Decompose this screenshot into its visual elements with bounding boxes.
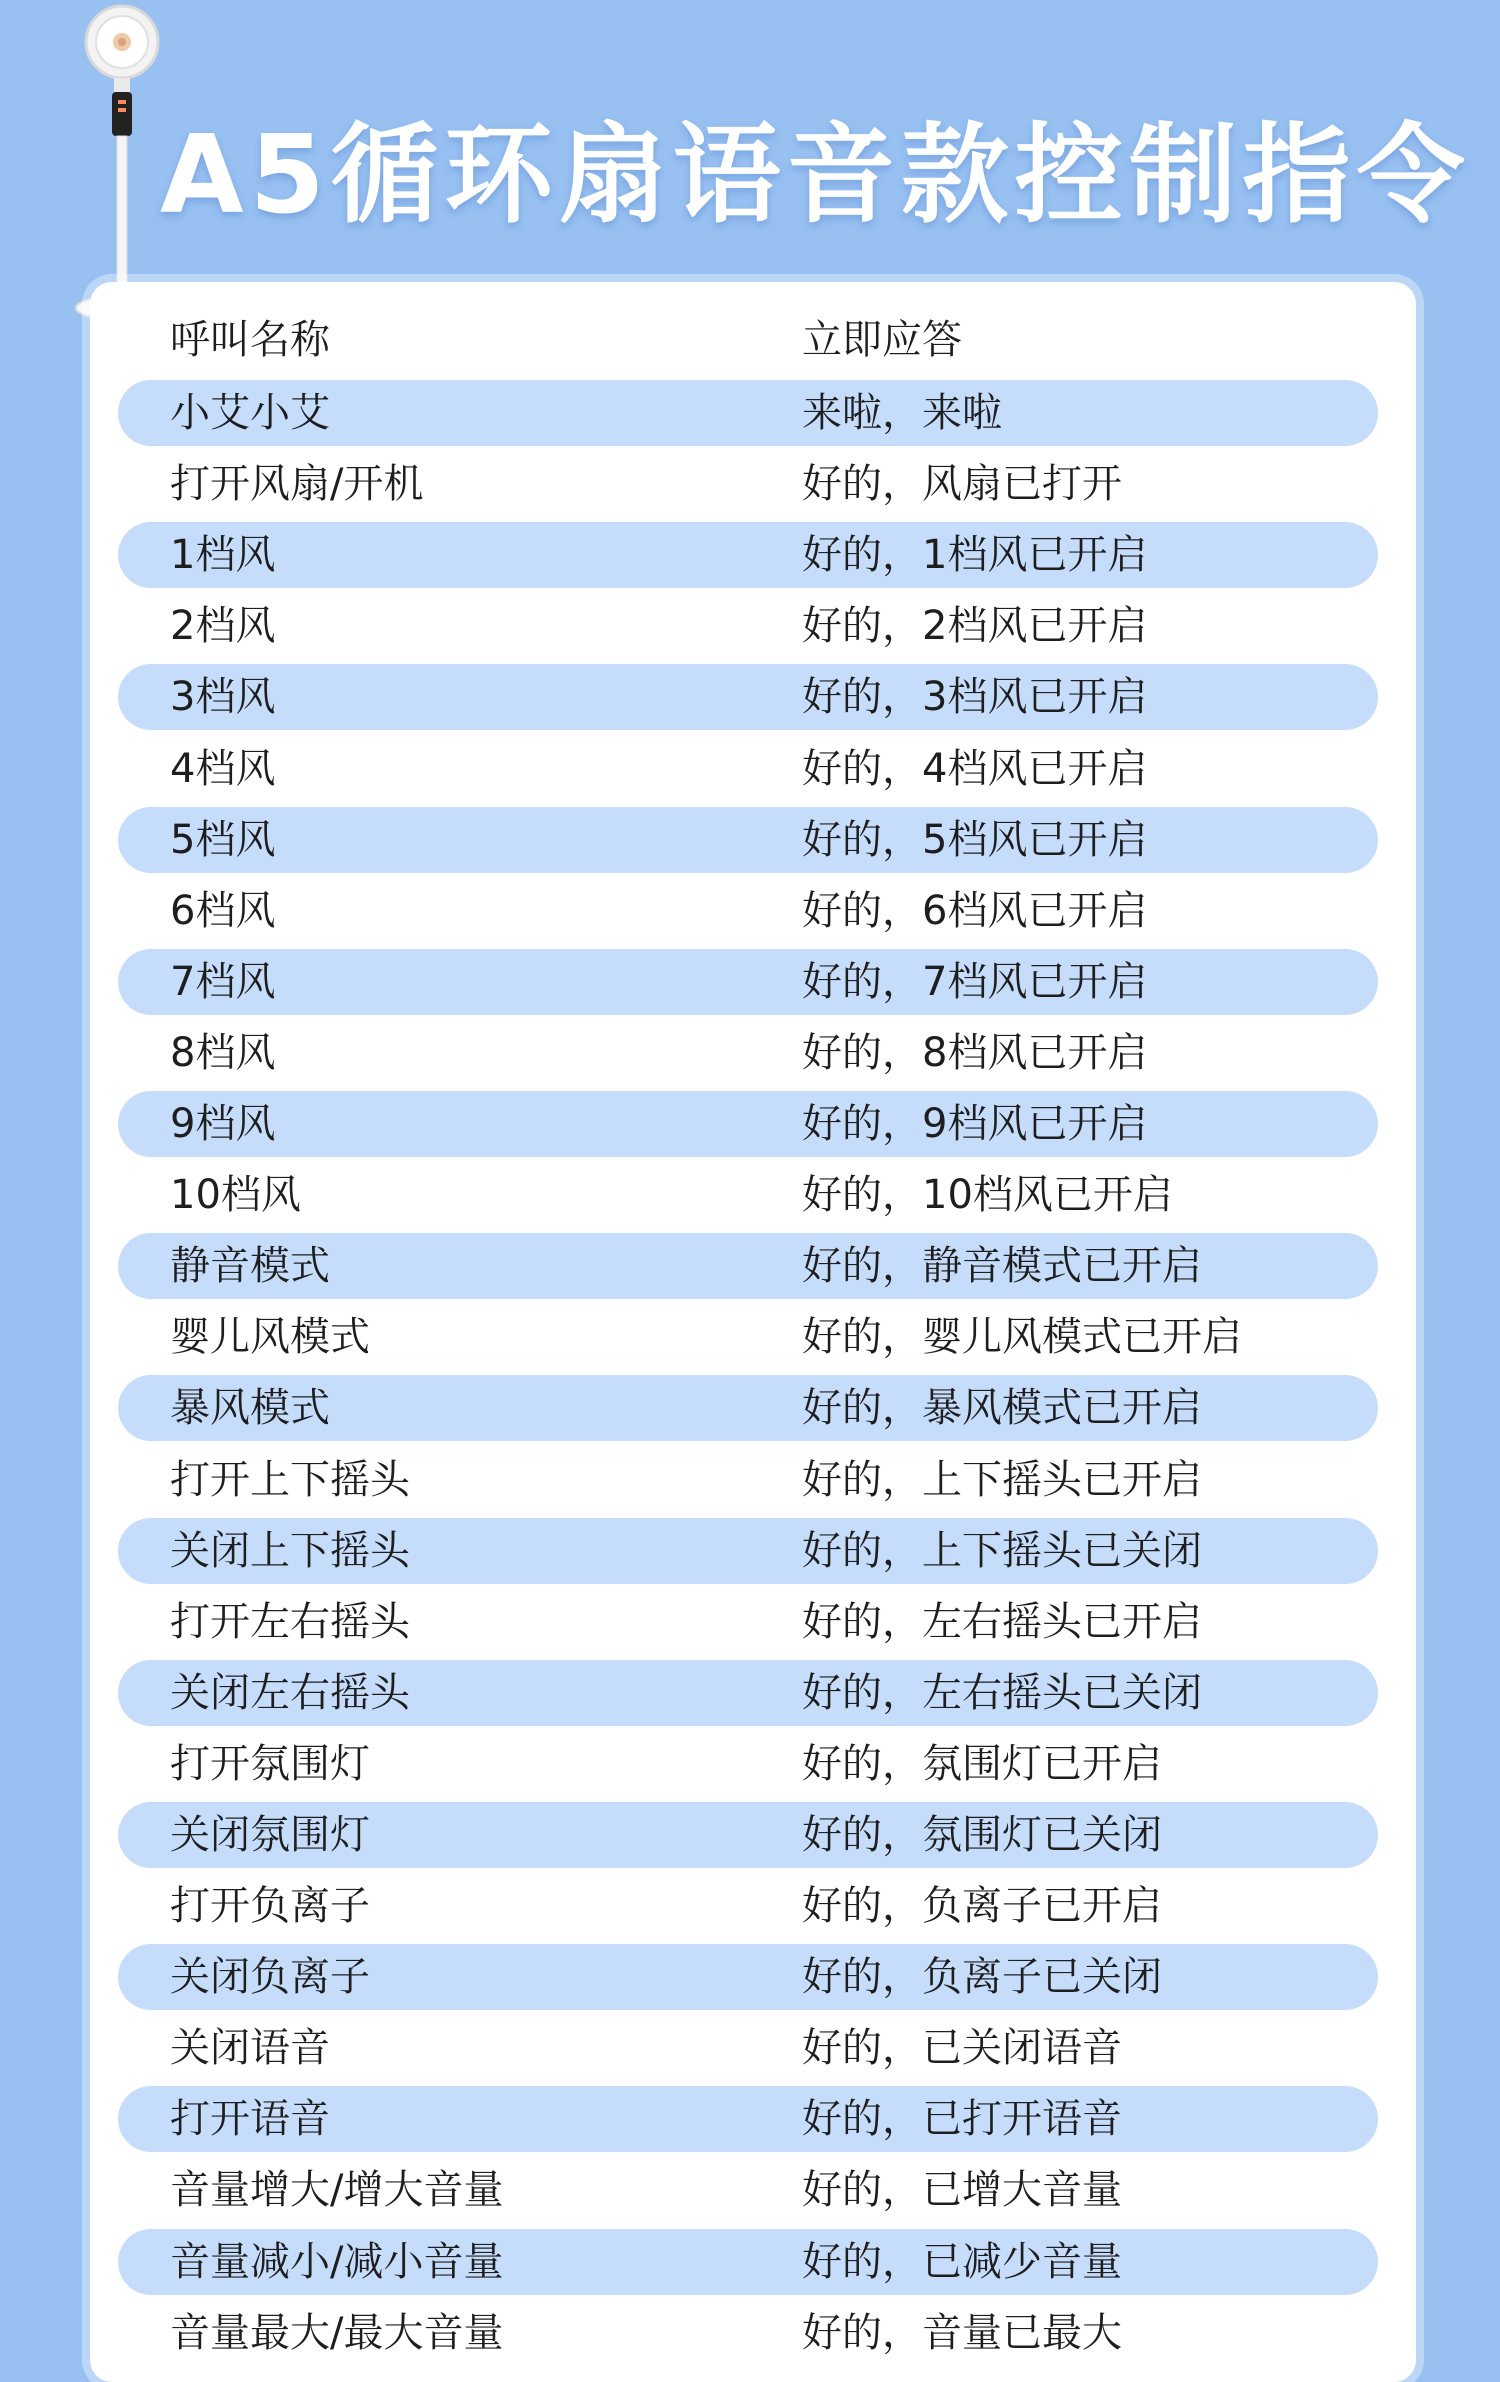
table-row bbox=[118, 2300, 1378, 2366]
command-cell: 小艾小艾 bbox=[170, 390, 330, 436]
response-cell: 好的，4档风已开启 bbox=[802, 746, 1148, 792]
table-row bbox=[118, 451, 1378, 517]
command-cell: 打开风扇/开机 bbox=[170, 461, 424, 507]
response-cell: 好的，6档风已开启 bbox=[802, 888, 1148, 934]
table-row bbox=[118, 2015, 1378, 2081]
column-header-response: 立即应答 bbox=[802, 317, 962, 363]
command-cell: 打开语音 bbox=[170, 2096, 330, 2142]
response-cell: 好的，9档风已开启 bbox=[802, 1101, 1148, 1147]
table-row bbox=[118, 1873, 1378, 1939]
response-cell: 好的，音量已最大 bbox=[802, 2310, 1122, 2356]
command-cell: 9档风 bbox=[170, 1101, 276, 1147]
response-cell: 好的，静音模式已开启 bbox=[802, 1243, 1202, 1289]
command-cell: 打开上下摇头 bbox=[170, 1457, 410, 1503]
table-row bbox=[118, 2229, 1378, 2295]
response-cell: 好的，3档风已开启 bbox=[802, 674, 1148, 720]
command-cell: 打开负离子 bbox=[170, 1883, 370, 1929]
table-row bbox=[118, 1944, 1378, 2010]
table-row bbox=[118, 664, 1378, 730]
command-cell: 打开左右摇头 bbox=[170, 1599, 410, 1645]
table-row bbox=[118, 949, 1378, 1015]
table-row bbox=[118, 1233, 1378, 1299]
response-cell: 好的，2档风已开启 bbox=[802, 603, 1148, 649]
command-cell: 关闭语音 bbox=[170, 2025, 330, 2071]
table-row bbox=[118, 1518, 1378, 1584]
table-row bbox=[118, 807, 1378, 873]
page-title: A5循环扇语音款控制指令 bbox=[160, 113, 1471, 238]
table-row bbox=[118, 1731, 1378, 1797]
response-cell: 好的，暴风模式已开启 bbox=[802, 1385, 1202, 1431]
table-row bbox=[118, 1802, 1378, 1868]
table-row bbox=[118, 380, 1378, 446]
command-cell: 音量最大/最大音量 bbox=[170, 2310, 504, 2356]
command-cell: 静音模式 bbox=[170, 1243, 330, 1289]
response-cell: 好的，已增大音量 bbox=[802, 2167, 1122, 2213]
command-cell: 5档风 bbox=[170, 817, 276, 863]
response-cell: 好的，5档风已开启 bbox=[802, 817, 1148, 863]
table-header bbox=[90, 310, 1416, 370]
table-row bbox=[118, 2157, 1378, 2223]
table-row bbox=[118, 593, 1378, 659]
command-cell: 3档风 bbox=[170, 674, 276, 720]
command-cell: 音量减小/减小音量 bbox=[170, 2239, 504, 2285]
command-cell: 10档风 bbox=[170, 1172, 301, 1218]
response-cell: 好的，氛围灯已关闭 bbox=[802, 1812, 1162, 1858]
response-cell: 好的，1档风已开启 bbox=[802, 532, 1148, 578]
table-row bbox=[118, 1447, 1378, 1513]
command-cell: 1档风 bbox=[170, 532, 276, 578]
table-row bbox=[118, 1660, 1378, 1726]
table-row bbox=[118, 878, 1378, 944]
response-cell: 好的，已关闭语音 bbox=[802, 2025, 1122, 2071]
table-row bbox=[118, 1589, 1378, 1655]
response-cell: 好的，上下摇头已开启 bbox=[802, 1457, 1202, 1503]
command-cell: 关闭左右摇头 bbox=[170, 1670, 410, 1716]
response-cell: 好的，已打开语音 bbox=[802, 2096, 1122, 2142]
response-cell: 好的，已减少音量 bbox=[802, 2239, 1122, 2285]
response-cell: 好的，婴儿风模式已开启 bbox=[802, 1314, 1242, 1360]
command-cell: 关闭上下摇头 bbox=[170, 1528, 410, 1574]
command-cell: 音量增大/增大音量 bbox=[170, 2167, 504, 2213]
table-row bbox=[118, 1304, 1378, 1370]
column-header-command: 呼叫名称 bbox=[170, 317, 330, 363]
table-row bbox=[118, 1375, 1378, 1441]
command-cell: 2档风 bbox=[170, 603, 276, 649]
command-table bbox=[90, 282, 1416, 2382]
command-cell: 关闭氛围灯 bbox=[170, 1812, 370, 1858]
response-cell: 来啦，来啦 bbox=[802, 390, 1002, 436]
table-row bbox=[118, 736, 1378, 802]
table-row bbox=[118, 1020, 1378, 1086]
command-cell: 婴儿风模式 bbox=[170, 1314, 370, 1360]
response-cell: 好的，10档风已开启 bbox=[802, 1172, 1173, 1218]
fan-illustration bbox=[72, 0, 172, 330]
table-row bbox=[118, 1162, 1378, 1228]
table-row bbox=[118, 2086, 1378, 2152]
response-cell: 好的，左右摇头已关闭 bbox=[802, 1670, 1202, 1716]
response-cell: 好的，8档风已开启 bbox=[802, 1030, 1148, 1076]
command-cell: 关闭负离子 bbox=[170, 1954, 370, 2000]
response-cell: 好的，7档风已开启 bbox=[802, 959, 1148, 1005]
response-cell: 好的，负离子已关闭 bbox=[802, 1954, 1162, 2000]
response-cell: 好的，负离子已开启 bbox=[802, 1883, 1162, 1929]
response-cell: 好的，左右摇头已开启 bbox=[802, 1599, 1202, 1645]
command-cell: 打开氛围灯 bbox=[170, 1741, 370, 1787]
response-cell: 好的，氛围灯已开启 bbox=[802, 1741, 1162, 1787]
command-cell: 8档风 bbox=[170, 1030, 276, 1076]
table-row bbox=[118, 522, 1378, 588]
response-cell: 好的，风扇已打开 bbox=[802, 461, 1122, 507]
table-row bbox=[118, 1091, 1378, 1157]
command-cell: 4档风 bbox=[170, 746, 276, 792]
response-cell: 好的，上下摇头已关闭 bbox=[802, 1528, 1202, 1574]
command-cell: 7档风 bbox=[170, 959, 276, 1005]
command-cell: 暴风模式 bbox=[170, 1385, 330, 1431]
command-cell: 6档风 bbox=[170, 888, 276, 934]
